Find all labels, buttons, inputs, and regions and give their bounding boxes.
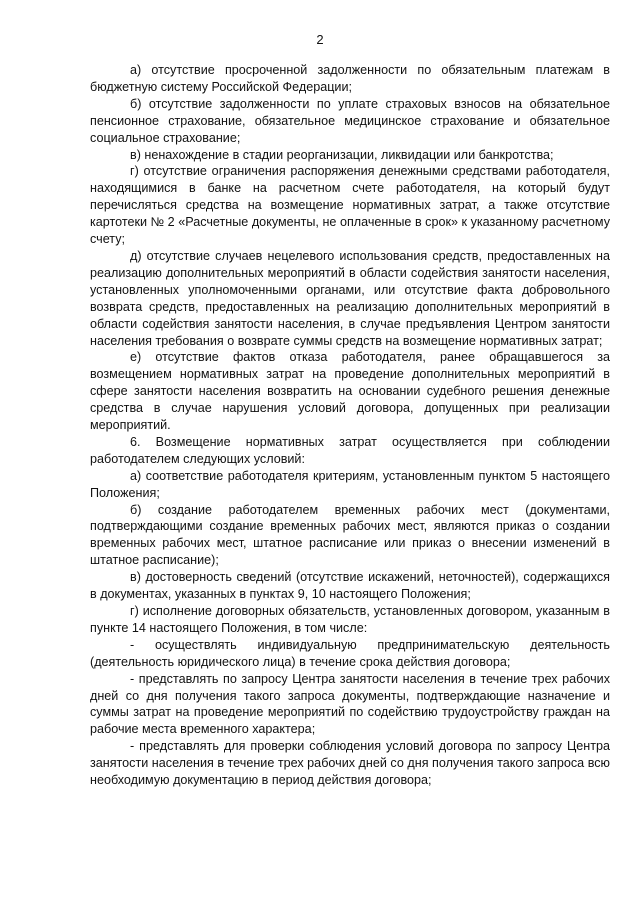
paragraph-a-no-overdue-debt: а) отсутствие просроченной задолженности по обязательным платежам в бюджетную систему Российской Федерации; [90, 63, 610, 94]
paragraph-6g-contract-obligations: г) исполнение договорных обязательств, установленных договором, указанным в пункте 14 настоящего Положения, в том числе: [90, 604, 610, 635]
paragraph-d-no-misuse-of-funds: д) отсутствие случаев нецелевого использования средств, предоставленных на реализацию дополнительных мероприятий в области содействия занятости населения, установленных уполномоченными органами, или отсутствие факта добровольного возврата средств, предоставленных на реализацию дополнительных мероприятий в области содействия занятости населения, в случае предъявления Центром занятости населения требования о возврате суммы средств на возмещение нормативных затрат; [90, 248, 610, 348]
page-number: 2 [316, 32, 324, 47]
list-item-provide-documentation: - представлять для проверки соблюдения условий договора по запросу Центра занятости населения в течение трех рабочих дней со дня получения такого запроса всю необходимую документацию в период действия договора; [90, 739, 610, 788]
paragraph-e-no-refusal-facts: е) отсутствие фактов отказа работодателя, ранее обращавшегося за возмещением нормативных затрат на проведение дополнительных мероприятий в сфере занятости населения возвратить на основании судебного решения денежные средства в случае нарушения условий договора, допущенных при реализации мероприятий. [90, 350, 610, 433]
paragraph-6v-accuracy: в) достоверность сведений (отсутствие искажений, неточностей), содержащихся в документах, указанных в пунктах 9, 10 настоящего Положения; [90, 570, 610, 602]
document-body [90, 62, 610, 789]
list-item-provide-documents: - представлять по запросу Центра занятости населения в течение трех рабочих дней со дня получения такого запроса документы, подтверждающие назначение и суммы затрат на проведение мероприятий по содействию трудоустройству граждан на рабочие места временного характера; [90, 671, 610, 737]
paragraph-v-no-reorganization: в) ненахождение в стадии реорганизации, ликвидации или банкротства; [130, 147, 554, 162]
paragraph-6b-temporary-jobs: б) создание работодателем временных рабочих мест (документами, подтверждающими создание временных рабочих мест, являются приказ о создании временных рабочих мест, штатное расписание или приказ о внесении изменений в штатное расписание); [90, 502, 610, 568]
paragraph-6-conditions: 6. Возмещение нормативных затрат осуществляется при соблюдении работодателем следующих условий: [90, 434, 610, 466]
paragraph-b-no-insurance-debt: б) отсутствие задолженности по уплате страховых взносов на обязательное пенсионное страхование, обязательное медицинское страхование и обязательное социальное страхование; [90, 96, 610, 145]
paragraph-6a-criteria: а) соответствие работодателя критериям, установленным пунктом 5 настоящего Положения; [90, 468, 610, 500]
paragraph-g-no-account-restriction: г) отсутствие ограничения распоряжения денежными средствами работодателя, находящимися в банке на расчетном счете работодателя, на который будут перечисляться средства на возмещение нормативных затрат, а также отсутствие картотеки № 2 «Расчетные документы, не оплаченные в срок» к указанному расчетному счету; [90, 164, 610, 247]
list-item-business-activity: - осуществлять индивидуальную предпринимательскую деятельность (деятельность юридического лица) в течение срока действия договора; [90, 637, 610, 669]
